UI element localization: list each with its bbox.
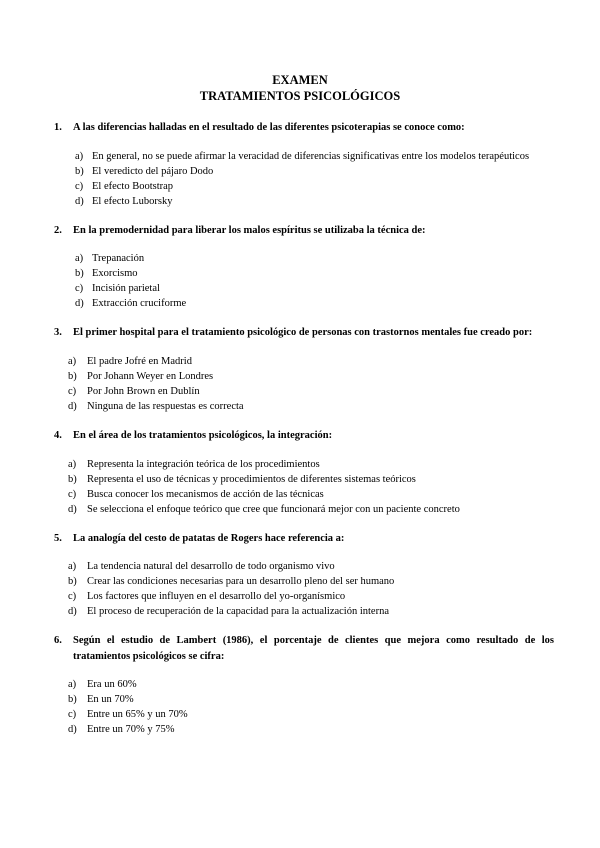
option-letter: b) [68,474,77,485]
question-1-option-b [75,165,213,179]
question-text: A las diferencias halladas en el resultado de las diferentes psicoterapias se conoce como: [73,122,465,133]
option-text: Los factores que influyen en el desarrollo del yo-organísmico [87,591,346,602]
option-letter: d) [75,196,84,207]
question-1-option-a [75,150,529,164]
question-number: 6. [54,635,62,646]
question-5-option-c [68,590,345,604]
exam-subtitle: TRATAMIENTOS PSICOLÓGICOS [199,89,401,103]
question-1 [54,120,554,136]
option-letter: a) [68,679,77,690]
option-text: El efecto Luborsky [92,196,173,207]
option-letter: b) [68,576,77,587]
option-letter: c) [75,181,84,192]
option-letter: c) [75,283,84,294]
question-4-option-c [68,488,324,502]
option-letter: b) [68,694,77,705]
question-number: 5. [54,533,62,544]
question-6-option-a [68,678,137,692]
option-letter: d) [68,724,77,735]
question-4-option-a [68,458,320,472]
question-2-option-d [75,297,186,311]
option-letter: c) [68,591,77,602]
option-text: Se selecciona el enfoque teórico que cree que funcionará mejor con un paciente concreto [87,504,460,515]
option-letter: a) [75,151,84,162]
question-text: El primer hospital para el tratamiento psicológico de personas con trastornos mentales fue creado por: [73,327,533,338]
option-text: Por Johann Weyer en Londres [87,371,214,382]
question-5-option-a [68,560,335,574]
question-6-option-c [68,708,188,722]
option-letter: d) [75,298,84,309]
option-text: Por John Brown en Dublín [87,386,200,397]
option-text: En general, no se puede afirmar la veracidad de diferencias significativas entre los modelos terapéuticos [92,151,530,162]
option-letter: b) [68,371,77,382]
option-letter: c) [68,386,77,397]
question-2 [54,223,554,239]
question-3-option-c [68,385,200,399]
question-4-option-b [68,473,416,487]
question-3-option-b [68,370,213,384]
option-text: Crear las condiciones necesarias para un desarrollo pleno del ser humano [87,576,395,587]
option-letter: d) [68,504,77,515]
option-text: En un 70% [87,694,134,705]
question-5-option-b [68,575,394,589]
option-letter: a) [68,459,77,470]
option-letter: a) [75,253,84,264]
exam-title: EXAMEN [272,73,328,87]
question-1-option-d [75,195,172,209]
question-text: En el área de los tratamientos psicológicos, la integración: [73,430,333,441]
question-number: 2. [54,225,62,236]
option-letter: c) [68,489,77,500]
question-4-option-d [68,503,460,517]
option-letter: d) [68,606,77,617]
question-3 [54,325,554,341]
option-letter: a) [68,561,77,572]
option-letter: d) [68,401,77,412]
question-2-option-c [75,282,160,296]
question-6 [54,633,554,665]
question-6-option-d [68,723,174,737]
option-text: Exorcismo [92,268,138,279]
question-4 [54,428,554,444]
option-letter: b) [75,166,84,177]
option-text: Incisión parietal [92,283,160,294]
option-text: El efecto Bootstrap [92,181,174,192]
option-text: Entre un 70% y 75% [87,724,175,735]
question-number: 4. [54,430,62,441]
question-3-option-a [68,355,192,369]
option-letter: c) [68,709,77,720]
question-5 [54,531,554,547]
option-text: Representa el uso de técnicas y procedimientos de diferentes sistemas teóricos [87,474,416,485]
option-text: Era un 60% [87,679,137,690]
option-letter: b) [75,268,84,279]
question-6-option-b [68,693,134,707]
option-text: La tendencia natural del desarrollo de todo organismo vivo [87,561,335,572]
option-text: El padre Jofré en Madrid [87,356,192,367]
option-letter: a) [68,356,77,367]
question-number: 3. [54,327,62,338]
question-2-option-b [75,267,138,281]
option-text: Busca conocer los mecanismos de acción de las técnicas [87,489,324,500]
question-5-option-d [68,605,389,619]
question-text: En la premodernidad para liberar los malos espíritus se utilizaba la técnica de: [73,225,426,236]
question-2-option-a [75,252,144,266]
option-text: Trepanación [92,253,145,264]
question-number: 1. [54,122,62,133]
option-text: Representa la integración teórica de los procedimientos [87,459,320,470]
option-text: El proceso de recuperación de la capacidad para la actualización interna [87,606,389,617]
option-text: Entre un 65% y un 70% [87,709,188,720]
option-text: Ninguna de las respuestas es correcta [87,401,244,412]
option-text: El veredicto del pájaro Dodo [92,166,214,177]
option-text: Extracción cruciforme [92,298,187,309]
question-text: La analogía del cesto de patatas de Rogers hace referencia a: [73,533,345,544]
question-1-option-c [75,180,173,194]
question-3-option-d [68,400,244,414]
question-text: Según el estudio de Lambert (1986), el porcentaje de clientes que mejora como resultado de los tratamientos psicológicos se cifra: [73,635,554,662]
